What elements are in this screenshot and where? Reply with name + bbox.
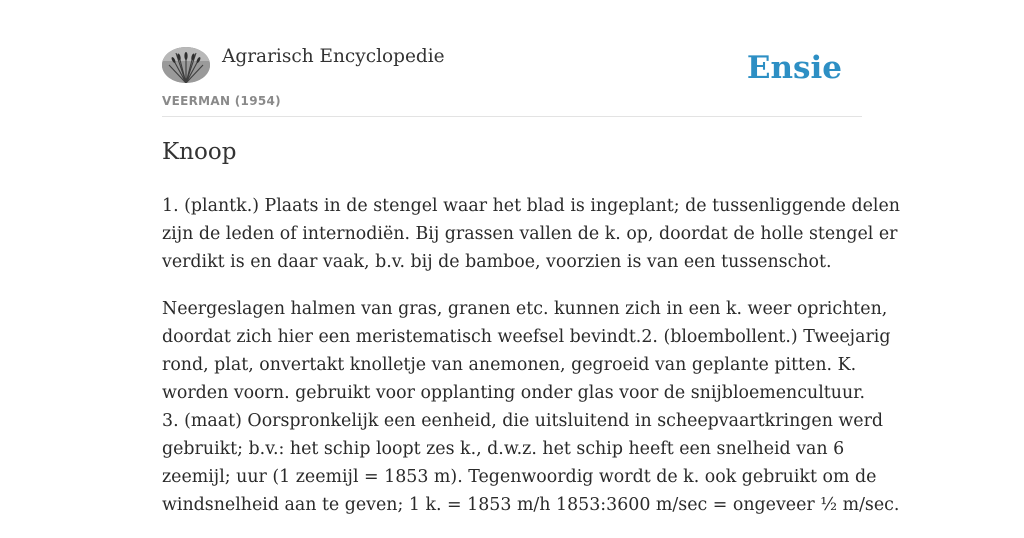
- text-line: verdikt is en daar vaak, b.v. bij de bamboe, voorzien is van een tussenschot.: [162, 252, 832, 272]
- text-line: gebruikt; b.v.: het schip loopt zes k., d.w.z. het schip heeft een snelheid van 6: [162, 439, 845, 459]
- page: [162, 0, 900, 515]
- paragraph: [162, 295, 900, 519]
- source-author: VEERMAN (1954): [162, 94, 281, 108]
- wheat-illustration-icon[interactable]: [162, 47, 210, 83]
- text-line: windsnelheid aan te geven; 1 k. = 1853 m/h 1853:3600 m/sec = ongeveer ½ m/sec.: [162, 495, 900, 515]
- text-line: zijn de leden of internodiën. Bij grassen vallen de k. op, doordat de holle stengel er: [162, 224, 898, 244]
- text-line: rond, plat, onvertakt knolletje van anemonen, gegroeid van geplante pitten. K.: [162, 355, 857, 375]
- article-title: Knoop: [162, 139, 237, 165]
- text-line: 1. (plantk.) Plaats in de stengel waar het blad is ingeplant; de tussenliggende delen: [162, 196, 900, 216]
- header: [162, 0, 862, 117]
- ensie-logo-link[interactable]: Ensie: [746, 50, 842, 86]
- article-body: [162, 192, 900, 538]
- paragraph: [162, 192, 900, 276]
- text-line: worden voorn. gebruikt voor opplanting onder glas voor de snijbloemencultuur.: [162, 383, 866, 403]
- source-title[interactable]: Agrarisch Encyclopedie: [222, 46, 445, 67]
- text-line: zeemijl; uur (1 zeemijl = 1853 m). Tegenwoordig wordt de k. ook gebruikt om de: [162, 467, 877, 487]
- text-line: doordat zich hier een meristematisch weefsel bevindt.2. (bloembollent.) Tweejarig: [162, 327, 891, 347]
- text-line: 3. (maat) Oorspronkelijk een eenheid, die uitsluitend in scheepvaartkringen werd: [162, 411, 884, 431]
- text-line: Neergeslagen halmen van gras, granen etc. kunnen zich in een k. weer oprichten,: [162, 299, 888, 319]
